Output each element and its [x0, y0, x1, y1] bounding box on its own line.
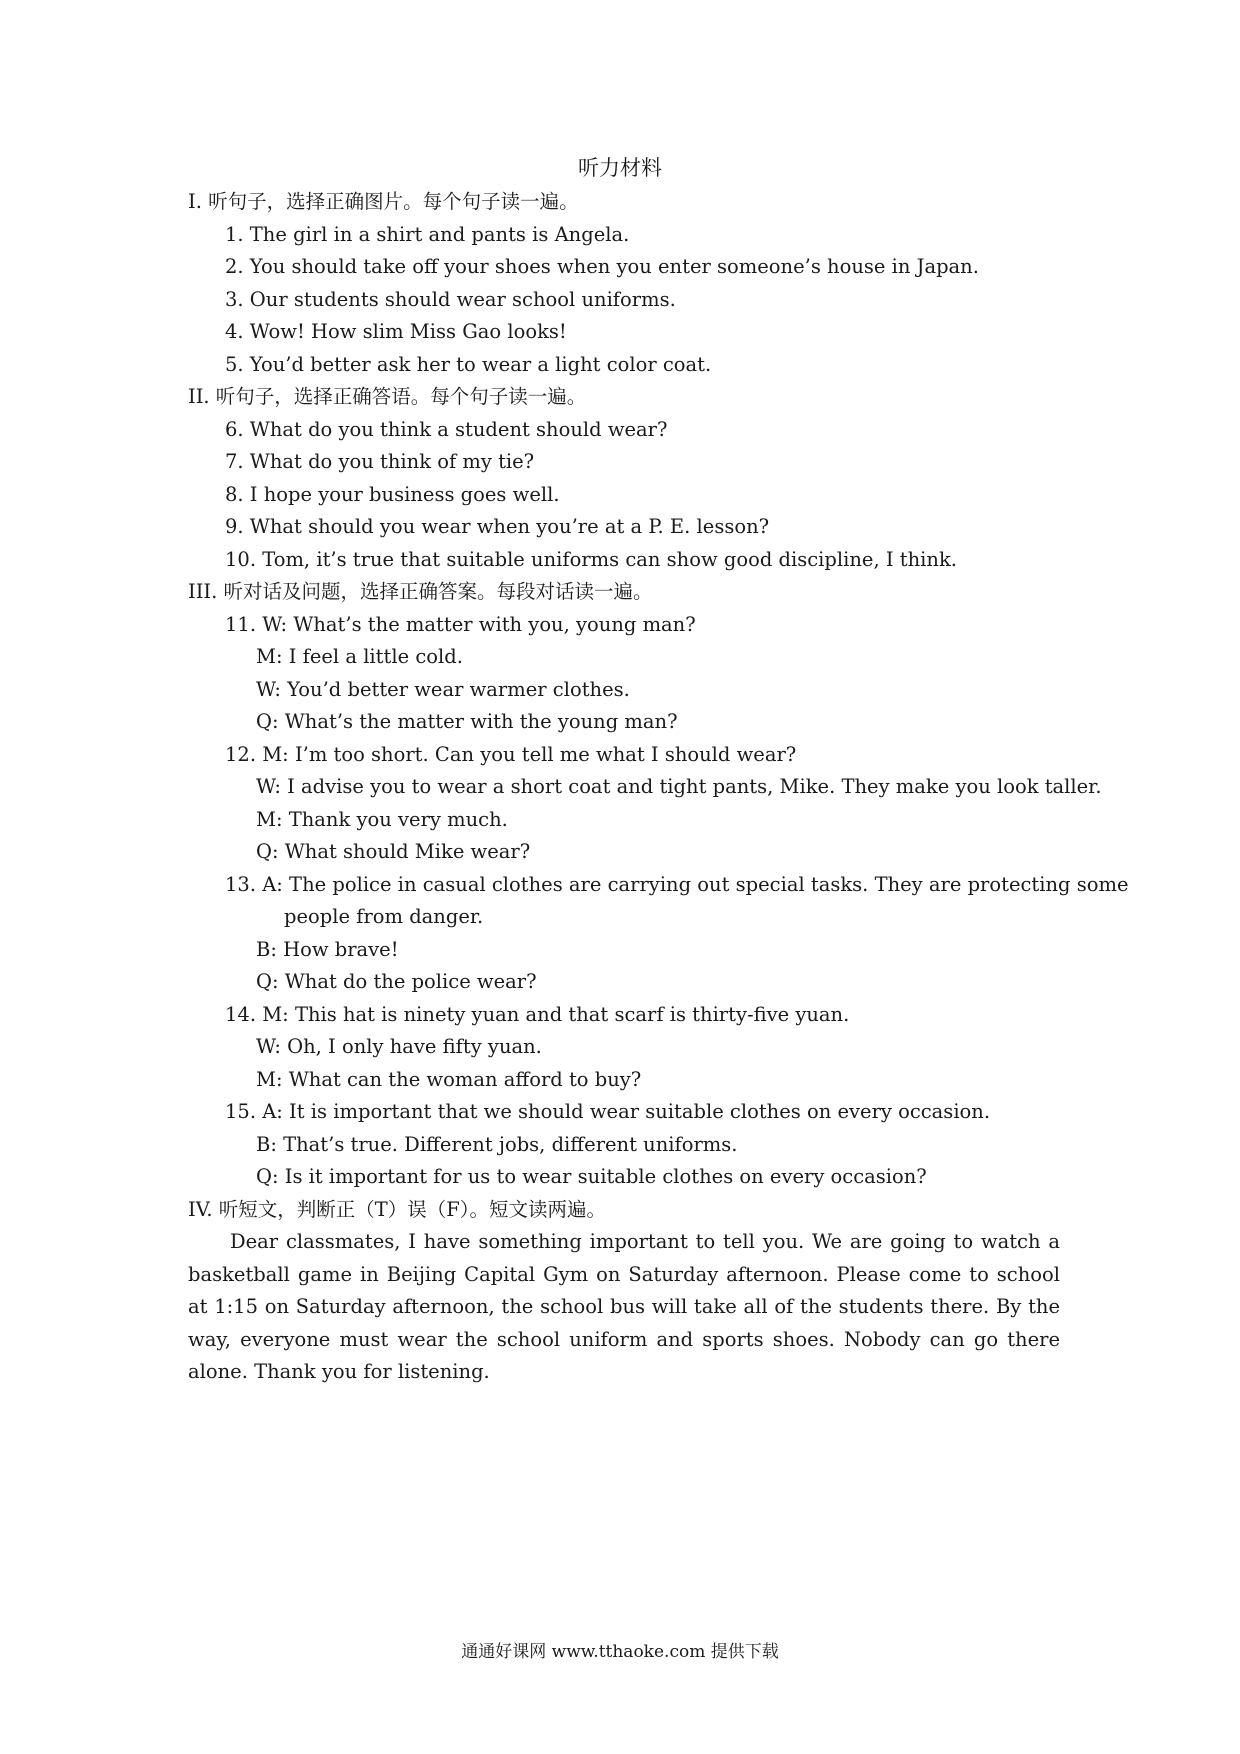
dialogue-line: B: How brave! — [256, 937, 399, 961]
dialogue-line: 13. A: The police in casual clothes are carrying out special tasks. They are protecting some — [225, 872, 1129, 896]
document-body — [188, 186, 1129, 1389]
list-item: 5. You’d better ask her to wear a light color coat. — [225, 352, 712, 376]
dialogue-line: 14. M: This hat is ninety yuan and that scarf is thirty-five yuan. — [225, 1002, 850, 1026]
dialogue-line: Q: Is it important for us to wear suitable clothes on every occasion? — [256, 1165, 927, 1188]
dialogue-line: W: You’d better wear warmer clothes. — [256, 677, 630, 701]
section-heading: III. 听对话及问题，选择正确答案。每段对话读一遍。 — [188, 580, 653, 603]
dialogue-line: M: Thank you very much. — [256, 807, 508, 831]
dialogue-line: B: That’s true. Different jobs, different uniforms. — [256, 1132, 738, 1156]
page-title: 听力材料 — [578, 156, 662, 180]
passage-paragraph: Dear classmates, I have something important to tell you. We are going to watch a basketball game in Beijing Capital Gym on Saturday afternoon. Please come to school at 1:15 on Saturday afternoon, the school bus will take all of the students there. By the way, everyone must wear the school uniform and sports shoes. Nobody can go there alone. Thank you for listening. — [188, 1230, 1060, 1383]
list-item: 3. Our students should wear school uniforms. — [225, 287, 676, 311]
section-heading: II. 听句子，选择正确答语。每个句子读一遍。 — [188, 385, 587, 408]
list-item: 2. You should take off your shoes when you enter someone’s house in Japan. — [225, 255, 979, 278]
list-item: 1. The girl in a shirt and pants is Angela. — [225, 222, 630, 246]
section-heading: I. 听句子，选择正确图片。每个句子读一遍。 — [188, 190, 579, 213]
list-item: 8. I hope your business goes well. — [225, 482, 560, 506]
list-item: 9. What should you wear when you’re at a P. E. lesson? — [225, 515, 770, 538]
list-item: 7. What do you think of my tie? — [225, 450, 535, 473]
dialogue-line-continuation: people from danger. — [284, 905, 484, 928]
dialogue-line: 12. M: I’m too short. Can you tell me what I should wear? — [225, 742, 797, 766]
list-item: 10. Tom, it’s true that suitable uniforms can show good discipline, I think. — [225, 547, 957, 571]
section-heading: IV. 听短文，判断正（T）误（F）。短文读两遍。 — [188, 1197, 607, 1221]
dialogue-line: Q: What’s the matter with the young man? — [256, 710, 678, 733]
dialogue-line: Q: What should Mike wear? — [256, 840, 531, 863]
dialogue-line: W: I advise you to wear a short coat and tight pants, Mike. They make you look taller. — [256, 775, 1102, 798]
list-item: 6. What do you think a student should wear? — [225, 417, 668, 441]
list-item: 4. Wow! How slim Miss Gao looks! — [225, 320, 567, 343]
dialogue-line: 15. A: It is important that we should wear suitable clothes on every occasion. — [225, 1100, 991, 1123]
dialogue-line: 11. W: What’s the matter with you, young man? — [225, 612, 696, 636]
dialogue-line: M: What can the woman afford to buy? — [256, 1067, 642, 1091]
dialogue-line: Q: What do the police wear? — [256, 970, 537, 993]
dialogue-line: W: Oh, I only have fifty yuan. — [256, 1035, 542, 1058]
dialogue-line: M: I feel a little cold. — [256, 645, 463, 668]
page-footer[interactable]: 通通好课网 www.tthaoke.com 提供下载 — [461, 1642, 779, 1662]
